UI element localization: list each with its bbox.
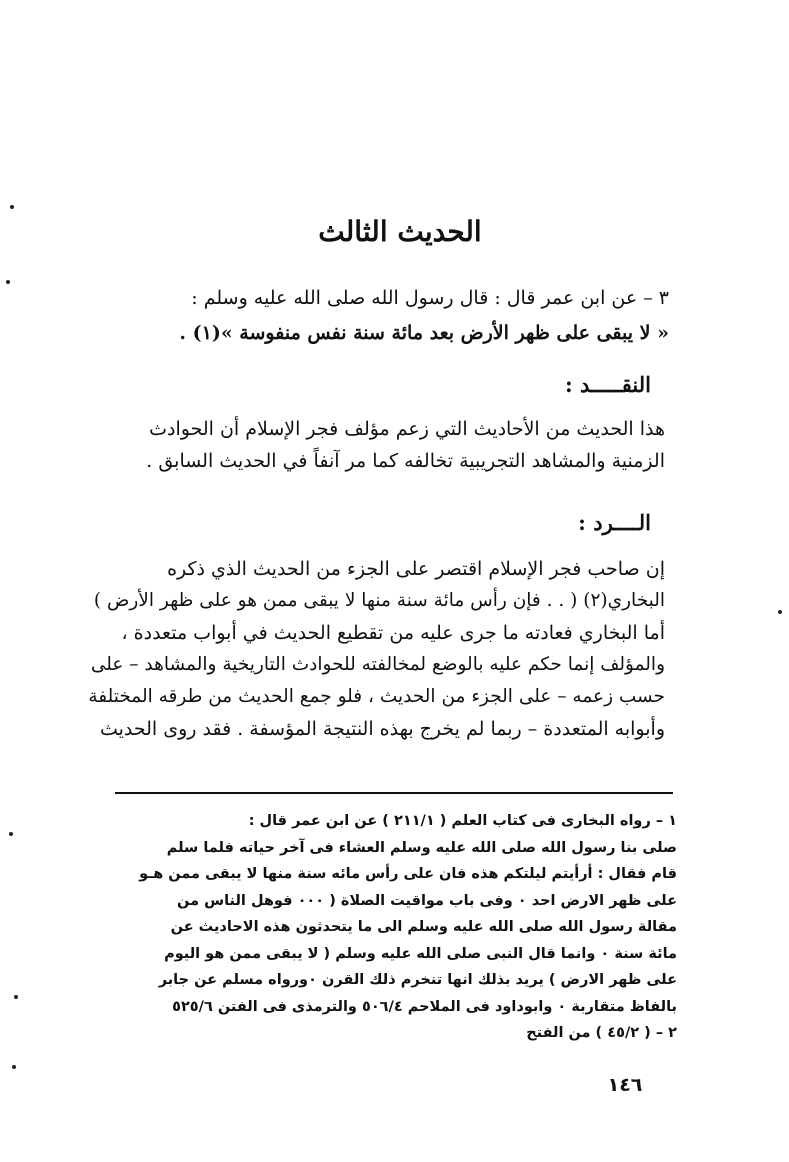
- footnote-line: مائة سنة ٠ وانما قال النبى صلى الله عليه وسلم ( لا يبقى ممن هو اليوم: [164, 945, 677, 962]
- chapter-title: الحديث الثالث: [318, 215, 482, 248]
- paragraph-line: والمؤلف إنما حكم عليه بالوضع لمخالفته للحوادث التاريخية والمشاهد – على: [90, 654, 665, 675]
- margin-speck: [778, 610, 782, 614]
- critique-paragraph: [85, 413, 665, 477]
- footnote-divider: [115, 792, 673, 794]
- hadith-narration: ٣ – عن ابن عمر قال : قال رسول الله صلى الله عليه وسلم :: [191, 287, 669, 309]
- paragraph-line: الزمنية والمشاهد التجريبية تخالفه كما مر آنفاً في الحديث السابق .: [146, 450, 665, 472]
- footnote-line: ١ – رواه البخارى فى كتاب العلم ( ٢١١/١ ) عن ابن عمر قال :: [248, 813, 677, 829]
- margin-speck: [6, 280, 10, 284]
- paragraph-line: أما البخاري فعادته ما جرى عليه من تقطيع الحديث في أبواب متعددة ،: [121, 622, 665, 644]
- paragraph-line: هذا الحديث من الأحاديث التي زعم مؤلف فجر الإسلام أن الحوادث: [149, 418, 665, 440]
- footnote-line: بالفاظ متقاربة ٠ وابوداود فى الملاحم ٥٠٦/٤ والترمذى فى الفتن ٥٢٥/٦: [172, 998, 677, 1015]
- footnotes: [77, 808, 677, 1047]
- page-number: ١٤٦: [607, 1074, 643, 1096]
- footnote-line: صلى بنا رسول الله صلى الله عليه وسلم العشاء فى آخر حياته فلما سلم: [166, 839, 677, 856]
- margin-speck: [9, 832, 13, 836]
- paragraph-line: إن صاحب فجر الإسلام اقتصر على الجزء من الحديث الذي ذكره: [167, 558, 665, 580]
- footnote-line: على ظهر الارض احد ٠ وفى باب مواقيت الصلاة ( ٠٠٠ فوهل الناس من: [177, 892, 677, 909]
- footnote-line: ٢ – ( ٤٥/٢ ) من الفتح: [526, 1025, 677, 1041]
- hadith-text: « لا يبقى على ظهر الأرض بعد مائة سنة نفس منفوسة »(١) .: [179, 322, 669, 344]
- critique-heading: النقـــــد :: [564, 372, 651, 397]
- margin-speck: [12, 1065, 16, 1069]
- reply-heading: الــــرد :: [578, 510, 651, 535]
- paragraph-line: البخاري(٢) ( . . فإن رأس مائة سنة منها لا يبقى ممن هو على ظهر الأرض ): [93, 590, 665, 611]
- paragraph-line: وأبوابه المتعددة – ربما لم يخرج بهذه النتيجة المؤسفة . فقد روى الحديث: [99, 718, 665, 740]
- footnote-line: على ظهر الارض ) يريد بذلك انها تنخرم ذلك القرن ٠ورواه مسلم عن جابر: [158, 972, 677, 988]
- footnote-line: مقالة رسول الله صلى الله عليه وسلم الى ما يتحدثون هذه الاحاديث عن: [170, 919, 677, 935]
- margin-speck: [14, 995, 18, 999]
- reply-paragraph: [85, 553, 665, 745]
- margin-speck: [10, 205, 14, 209]
- footnote-line: قام فقال : أرأيتم ليلتكم هذه فان على رأس مائه سنة منها لا يبقى ممن هـو: [139, 866, 677, 882]
- paragraph-line: حسب زعمه – على الجزء من الحديث ، فلو جمع الحديث من طرقه المختلفة: [88, 686, 665, 707]
